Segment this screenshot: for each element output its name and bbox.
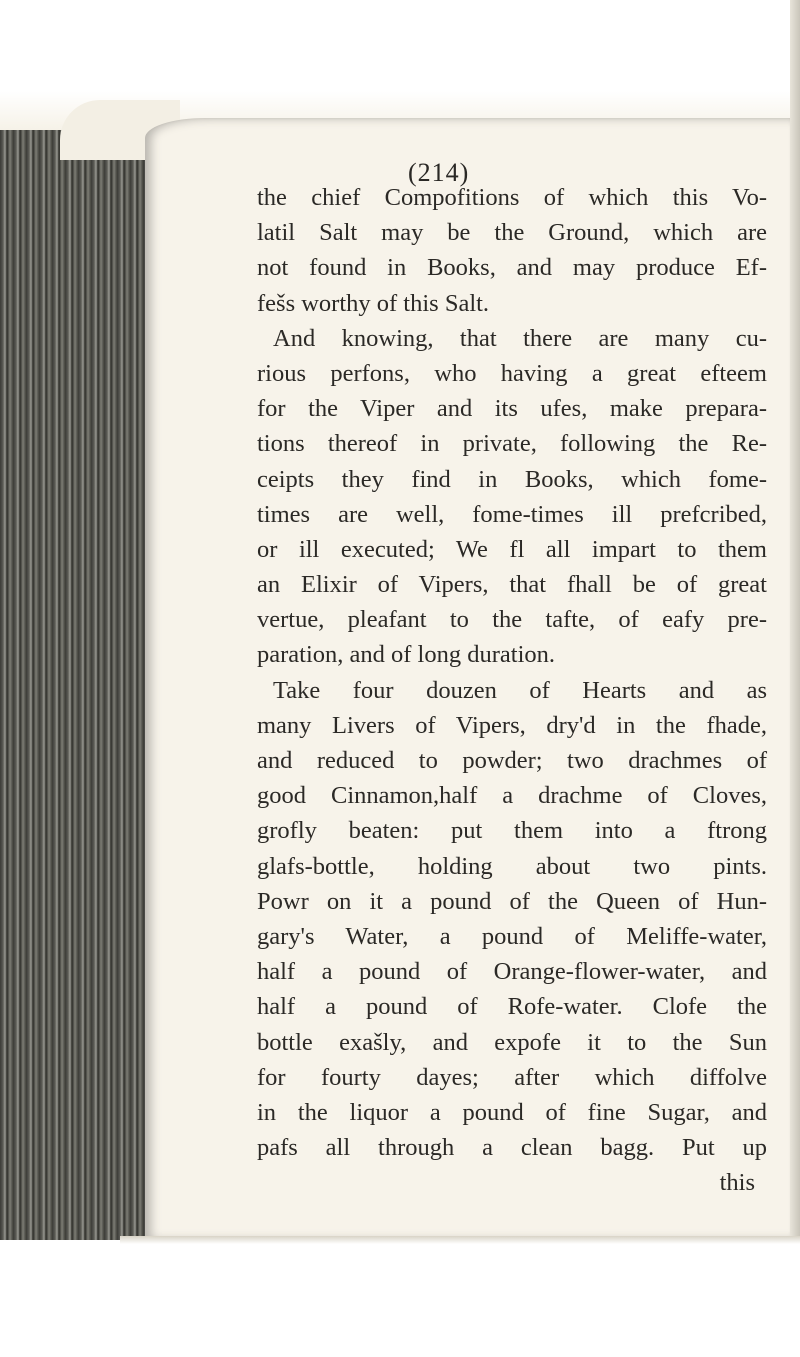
page-right-edge	[790, 0, 800, 1357]
text-line: or ill executed; We fl all impart to them	[257, 535, 767, 563]
text-line: glafs-bottle, holding about two pints.	[257, 852, 767, 880]
page-bottom-margin	[0, 1240, 800, 1357]
text-line: fešs worthy of this Salt.	[257, 289, 490, 317]
text-line: good Cinnamon,half a drachme of Cloves,	[257, 782, 767, 810]
text-line: grofly beaten: put them into a ftrong	[257, 817, 767, 845]
page-number: (214)	[408, 158, 470, 187]
text-line: Take four douzen of Hearts and as	[273, 676, 767, 704]
text-line: in the liquor a pound of fine Sugar, and	[257, 1098, 767, 1126]
text-line: bottle exašly, and expofe it to the Sun	[257, 1028, 767, 1056]
text-line: vertue, pleafant to the tafte, of eafy pre‑	[257, 606, 767, 634]
text-line: latil Salt may be the Ground, which are	[257, 219, 767, 247]
text-line: times are well, fome-times ill prefcribed,	[257, 500, 767, 528]
page-bottom-shadow	[120, 1236, 800, 1244]
text-line: for fourty dayes; after which diffolve	[257, 1063, 767, 1091]
text-line: paration, and of long duration.	[257, 641, 556, 669]
text-line: an Elixir of Vipers, that fhall be of great	[257, 571, 767, 599]
text-line: many Livers of Vipers, dry'd in the fhade,	[257, 711, 767, 739]
text-line: the chief Compofitions of which this Vo‑	[257, 184, 767, 211]
text-line: Powr on it a pound of the Queen of Hun‑	[257, 887, 767, 915]
text-line: for the Viper and its ufes, make prepara‑	[257, 395, 767, 423]
text-line: half a pound of Rofe-water. Clofe the	[257, 993, 767, 1021]
text-line: gary's Water, a pound of Meliffe-water,	[257, 922, 767, 950]
text-line: pafs all through a clean bagg. Put up	[257, 1134, 767, 1162]
text-line: ceipts they find in Books, which fome‑	[257, 465, 767, 493]
text-line: and reduced to powder; two drachmes of	[257, 747, 767, 774]
catchword: this	[719, 1169, 755, 1197]
body-text	[257, 180, 767, 1200]
text-line: half a pound of Orange-flower-water, and	[257, 958, 767, 986]
book-gutter-edge	[0, 0, 150, 1357]
text-line: not found in Books, and may produce Ef‑	[257, 254, 767, 282]
text-line: rious perfons, who having a great efteem	[257, 359, 767, 387]
text-line: tions thereof in private, following the Re‑	[257, 430, 767, 458]
text-line: And knowing, that there are many cu‑	[273, 324, 767, 352]
